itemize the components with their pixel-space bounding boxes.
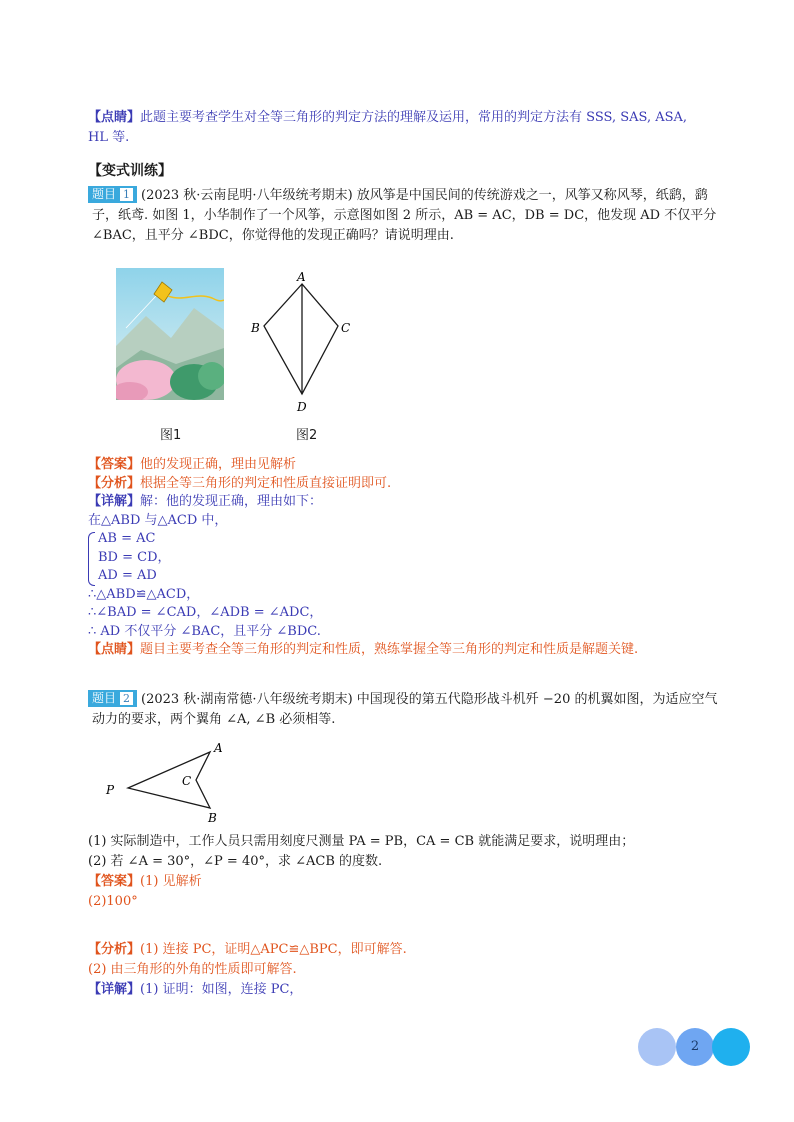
- problem-2-line-2: 动力的要求，两个翼角 ∠A, ∠B 必须相等.: [92, 712, 336, 727]
- section-title: 【变式训练】: [88, 163, 172, 179]
- equation-system: [88, 530, 728, 586]
- answer-tag: 【答案】: [88, 457, 141, 472]
- brace: [88, 532, 95, 586]
- detail-line-1: 在△ABD 与△ACD 中，: [88, 512, 228, 528]
- dianjing-1-text: 题目主要考查全等三角形的判定和性质，熟练掌握全等三角形的判定和性质是解题关键.: [140, 642, 639, 657]
- label-b: B: [251, 321, 260, 335]
- system-eq-2: BD = CD，: [98, 549, 171, 565]
- p2-analysis-tag: 【分析】: [88, 942, 141, 957]
- detail-intro: 解：他的发现正确，理由如下：: [140, 494, 323, 509]
- problem-2-statement: [88, 690, 728, 730]
- p2-detail-1: (1) 证明：如图，连接 PC，: [140, 982, 303, 997]
- page-number: 2: [690, 1039, 700, 1054]
- analysis-tag: 【分析】: [88, 475, 141, 491]
- label-c: C: [341, 321, 351, 335]
- system-eq-1: AB = AC: [98, 531, 156, 546]
- dianjing-1-tag: 【点睛】: [88, 642, 141, 657]
- problem-1-statement: [88, 186, 728, 246]
- wing-label-a: A: [214, 741, 223, 755]
- problem-2-analysis: [88, 940, 728, 1000]
- label-a: A: [297, 270, 306, 284]
- answer-text: 他的发现正确，理由见解析: [140, 457, 297, 472]
- system-eq-3: AD = AD: [98, 568, 157, 583]
- p2-answer-2: (2)100°: [88, 894, 138, 909]
- conclusion-1: ∴△ABD≌△ACD，: [88, 586, 200, 602]
- wing-label-b: B: [208, 811, 217, 824]
- label-d: D: [297, 400, 307, 414]
- wing-label-c: C: [182, 774, 192, 788]
- figure-2-caption: 图2: [296, 428, 318, 443]
- question-2: (2) 若 ∠A = 30°，∠P = 40°，求 ∠ACB 的度数.: [88, 854, 383, 869]
- p2-analysis-2: (2) 由三角形的外角的性质即可解答.: [88, 962, 297, 977]
- problem-1-solution: [88, 456, 728, 660]
- p2-answer-tag: 【答案】: [88, 874, 141, 889]
- kite-illustration: [116, 268, 224, 400]
- dianjing-text-2: HL 等.: [88, 130, 130, 145]
- problem-1-line-2: 子，纸鸢. 如图 1，小华制作了一个风筝，示意图如图 2 所示，AB = AC，DB = DC，他发现 AD 不仅平分: [92, 208, 717, 223]
- p2-answer-1: (1) 见解析: [140, 874, 202, 889]
- p2-analysis-1: (1) 连接 PC，证明△APC≌△BPC，即可解答.: [140, 942, 407, 957]
- question-1: (1) 实际制造中，工作人员只需用刻度尺测量 PA = PB，CA = CB 就能满足要求，说明理由；: [88, 834, 635, 849]
- problem-2-badge: 题目 2: [88, 690, 137, 707]
- figure-1-caption: 图1: [160, 428, 182, 443]
- problem-1-line-3: ∠BAC，且平分 ∠BDC，你觉得他的发现正确吗？请说明理由.: [92, 228, 454, 243]
- conclusion-2: ∴∠BAD = ∠CAD，∠ADB = ∠ADC，: [88, 605, 323, 620]
- kite-diagram: [248, 270, 358, 418]
- dianjing-text-1: 此题主要考查学生对全等三角形的判定方法的理解及运用，常用的判定方法有 SSS, SAS, ASA,: [140, 110, 688, 125]
- wing-label-p: P: [106, 783, 115, 797]
- p2-detail-tag: 【详解】: [88, 982, 141, 997]
- analysis-text: 根据全等三角形的判定和性质直接证明即可.: [140, 475, 392, 491]
- problem-1-line-1: (2023 秋·云南昆明·八年级统考期末) 放风筝是中国民间的传统游戏之一，风筝又称风琴，纸鹞，鹞: [141, 188, 708, 203]
- problem-2-questions: [88, 832, 728, 912]
- conclusion-3: ∴ AD 不仅平分 ∠BAC，且平分 ∠BDC.: [88, 623, 321, 639]
- wing-diagram: [100, 738, 240, 824]
- dianjing-tag: 【点睛】: [88, 110, 141, 125]
- problem-2-line-1: (2023 秋·湖南常德·八年级统考期末) 中国现役的第五代隐形战斗机歼 −20 的机翼如图，为适应空气: [141, 692, 718, 707]
- dianjing-prev: [88, 108, 728, 148]
- problem-1-badge: 题目 1: [88, 186, 137, 203]
- detail-tag: 【详解】: [88, 494, 141, 509]
